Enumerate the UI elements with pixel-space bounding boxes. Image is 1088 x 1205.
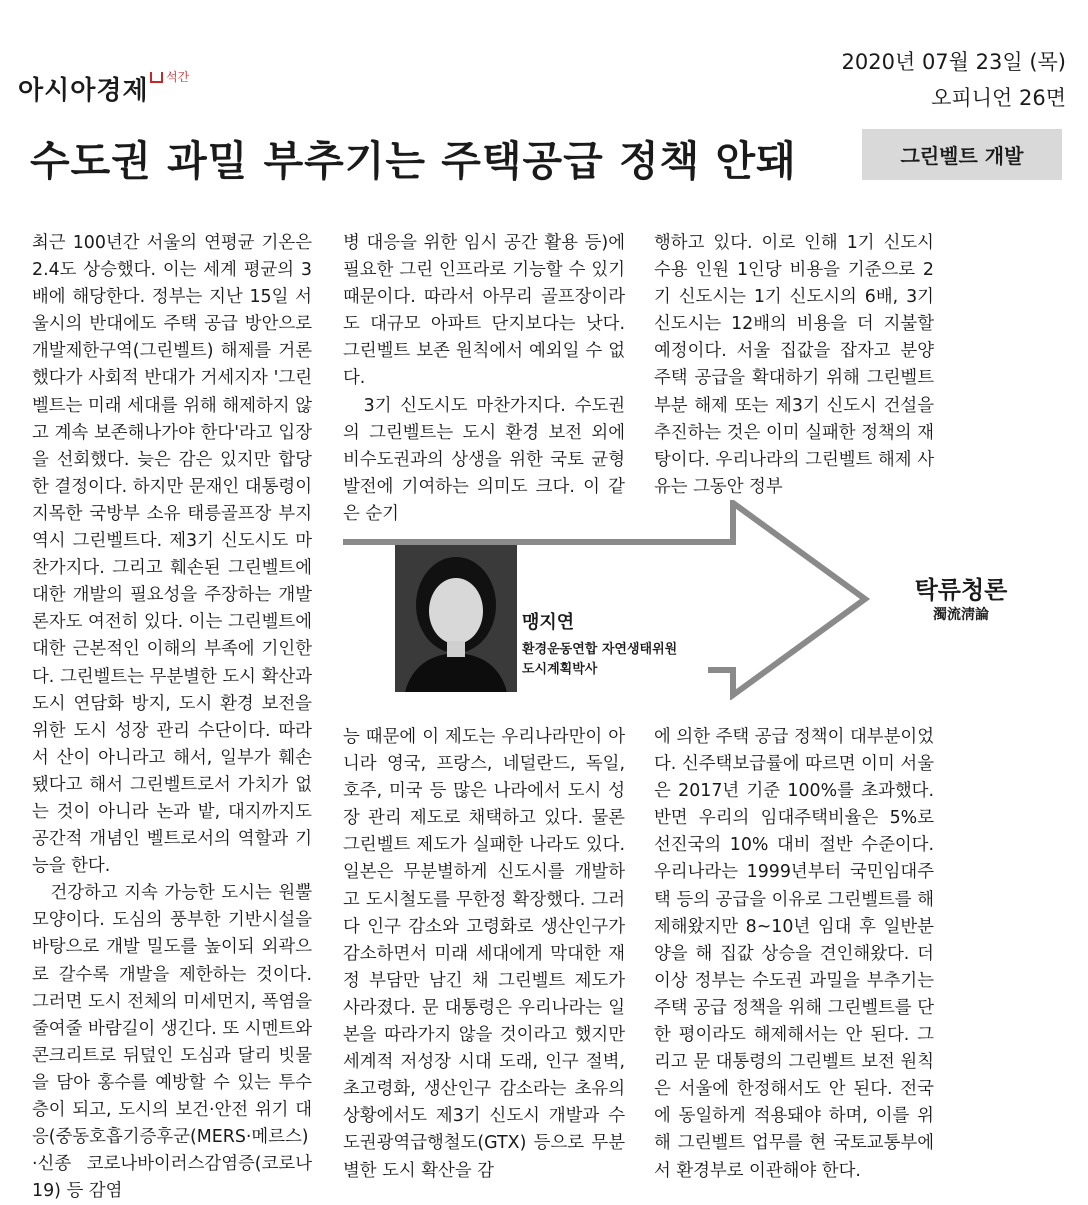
author-title: 도시계획박사	[522, 662, 598, 677]
author-affiliation: 환경운동연합 자연생태위원	[522, 642, 678, 657]
body-paragraph: 에 의한 주택 공급 정책이 대부분이었다. 신주택보급률에 따르면 이미 서울은 2017년 기준 100%를 초과했다. 반면 우리의 임대주택비율은 5%로 선진국의 10% 대비 절반 수준이다. 우리나라는 1999년부터 국민임대주택 등의 공급을 이유로 그린벨트를 해제해왔지만 8~10년 임대 후 일반분양을 해 집값 상승을 견인해왔다. 더 이상 정부는 수도권 과밀을 부추기는 주택 공급 정책을 위해 그린벨트를 단 한 평이라도 해제해서는 안 된다. 그리고 문 대통령의 그린벨트 보전 원칙은 서울에 한정해서도 안 된다. 전국에 동일하게 적용돼야 하며, 이를 위해 그린벨트 업무를 현 국토교통부에서 환경부로 이관해야 한다.	[654, 727, 934, 1181]
body-column-2-lower	[343, 724, 625, 1185]
body-paragraph: 병 대응을 위한 임시 공간 활용 등)에 필요한 그린 인프라로 기능할 수 있기 때문이다. 따라서 아무리 골프장이라도 대규모 아파트 단지보다는 낫다. 그린벨트 보존 원칙에서 예외일 수 없다.	[343, 233, 625, 389]
topic-tag: 그린벨트 개발	[862, 129, 1062, 180]
author-photo	[395, 545, 517, 692]
portrait-icon	[395, 545, 517, 692]
body-column-3-lower	[654, 724, 934, 1185]
body-paragraph: 건강하고 지속 가능한 도시는 원뿔 모양이다. 도심의 풍부한 기반시설을 바탕으로 개발 밀도를 높이되 외곽으로 갈수록 개발을 제한하는 것이다. 그러면 도시 전체의 미세먼지, 폭염을 줄여줄 바람길이 생긴다. 또 시멘트와 콘크리트로 뒤덮인 도심과 달리 빗물을 담아 홍수를 예방할 수 있는 투수층이 되고, 도시의 보건·안전 위기 대응(중동호흡기증후군(MERS·메르스)·신종 코로나바이러스감염증(코로나19) 등 감염	[32, 883, 312, 1202]
section-label: 오피니언 26면	[931, 86, 1066, 110]
author-name: 맹지연	[522, 612, 575, 633]
column-title: 탁류청론	[914, 576, 1008, 604]
body-paragraph: 행하고 있다. 이로 인해 1기 신도시 수용 인원 1인당 비용을 기준으로 2기 신도시는 1기 신도시의 6배, 3기 신도시는 12배의 비용을 더 지불할 예정이다. 서울 집값을 잡자고 분양 주택 공급을 확대하기 위해 그린벨트 부분 해제 또는 제3기 신도시 건설을 추진하는 것은 이미 실패한 정책의 재탕이다. 우리나라의 그린벨트 해제 사유는 그동안 정부	[654, 233, 934, 497]
body-paragraph: 3기 신도시도 마찬가지다. 수도권의 그린벨트는 도시 환경 보전 외에 비수도권과의 상생을 위한 국토 균형 발전에 기여하는 의미도 크다. 이 같은 순기	[343, 395, 625, 524]
author-role	[522, 640, 677, 680]
issue-date: 2020년 07월 23일 (목)	[841, 50, 1066, 74]
body-paragraph: 최근 100년간 서울의 연평균 기온은 2.4도 상승했다. 이는 세계 평균의 3배에 해당한다. 정부는 지난 15일 서울시의 반대에도 주택 공급 방안으로 개발제한구역(그린벨트) 해제를 거론했다가 사회적 반대가 거세지자 '그린벨트는 미래 세대를 위해 해제하지 않고 계속 보존해나가야 한다'라고 입장을 선회했다. 늦은 감은 있지만 합당한 결정이다. 하지만 문재인 대통령이 지목한 국방부 소유 태릉골프장 부지 역시 그린벨트다. 제3기 신도시도 마찬가지다. 그리고 훼손된 그린벨트에 대한 개발의 필요성을 주장하는 개발론자도 여전히 있다. 이는 그린벨트에 대한 근본적인 이해의 부족에 기인한다. 그린벨트는 무분별한 도시 확산과 도시 연담화 방지, 도시 환경 보전을 위한 도시 성장 관리 수단이다. 따라서 산이 아니라고 해서, 일부가 훼손됐다고 해서 그린벨트로서 가치가 없는 것이 아니라 논과 밭, 대지까지도 공간적 개념인 벨트로서의 역할과 기능을 한다.	[32, 233, 312, 877]
body-column-3	[654, 230, 934, 501]
body-column-2	[343, 230, 625, 528]
headline: 수도권 과밀 부추기는 주택공급 정책 안돼	[30, 137, 797, 185]
edition-label	[150, 68, 189, 85]
masthead: 아시아경제	[18, 76, 149, 106]
column-subtitle: 濁流淸論	[933, 607, 989, 623]
body-column-1	[32, 230, 312, 1205]
edition-mark-icon	[150, 72, 163, 83]
edition-text: 석간	[166, 70, 190, 84]
body-paragraph: 능 때문에 이 제도는 우리나라만이 아니라 영국, 프랑스, 네덜란드, 독일, 호주, 미국 등 많은 나라에서 도시 성장 관리 제도로 채택하고 있다. 물론 그린벨트 제도가 실패한 나라도 있다. 일본은 무분별하게 신도시를 개발하고 도시철도를 무한정 확장했다. 그러다 인구 감소와 고령화로 생산인구가 감소하면서 미래 세대에게 막대한 재정 부담만 남긴 채 그린벨트 제도가 사라졌다. 문 대통령은 우리나라는 일본을 따라가지 않을 것이라고 했지만 세계적 저성장 시대 도래, 인구 절벽, 초고령화, 생산인구 감소라는 초유의 상황에서도 제3기 신도시 개발과 수도권광역급행철도(GTX) 등으로 무분별한 도시 확산을 감	[343, 727, 625, 1181]
